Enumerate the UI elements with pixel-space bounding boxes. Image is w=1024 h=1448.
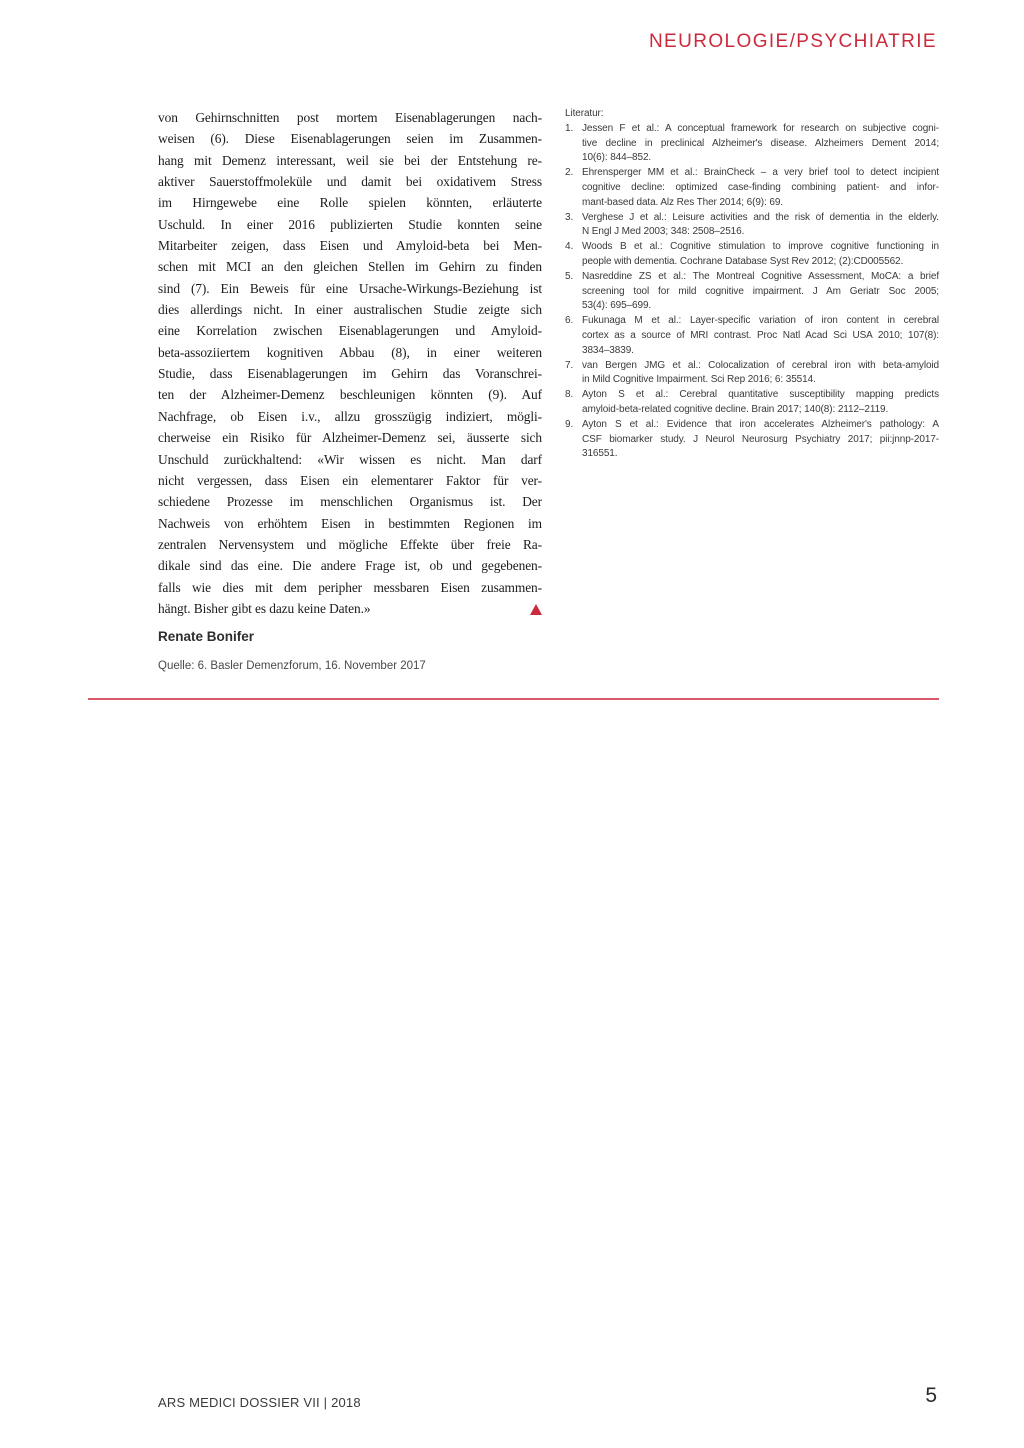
reference-line: in Mild Cognitive Impairment. Sci Rep 2016; 6: 35514. (582, 374, 816, 386)
reference-line: mant-based data. Alz Res Ther 2014; 6(9): 69. (582, 196, 783, 208)
reference-number: 1. (565, 122, 574, 134)
reference-number: 6. (565, 315, 574, 327)
author-name: Renate Bonifer (158, 629, 255, 645)
reference-item (565, 166, 939, 210)
body-line: Nachweis von erhöhtem Eisen in bestimmten Regionen im (158, 515, 542, 531)
reference-item (565, 211, 939, 241)
reference-line: 53(4): 695–699. (582, 300, 652, 312)
end-of-article-triangle-icon (530, 604, 542, 615)
body-line: zentralen Nervensystem und mögliche Effekte über freie Ra- (158, 536, 542, 552)
reference-line: Ehrensperger MM et al.: BrainCheck – a very brief tool to detect incipient (582, 167, 939, 179)
reference-line: cognitive decline: optimized case-finding combining patient- and infor- (582, 181, 939, 193)
body-line: Nachfrage, ob Eisen i.v., allzu grosszügig indiziert, mögli- (158, 408, 542, 424)
body-line: Unschuld zurückhaltend: «Wir wissen es nicht. Man darf (158, 451, 542, 467)
body-line: von Gehirnschnitten post mortem Eisenablagerungen nach- (158, 110, 542, 125)
body-line: Uschuld. In einer 2016 publizierten Studie konnten seine (158, 216, 542, 232)
reference-number: 9. (565, 418, 574, 430)
reference-line: people with dementia. Cochrane Database Syst Rev 2012; (2):CD005562. (582, 255, 904, 267)
reference-line: tive decline in preclinical Alzheimer's disease. Alzheimers Dement 2014; (582, 137, 939, 149)
article-last-line (158, 598, 542, 619)
reference-line: amyloid-beta-related cognitive decline. Brain 2017; 140(8): 2112–2119. (582, 403, 889, 415)
divider-rule (88, 698, 939, 700)
body-line: im Hirngewebe eine Rolle spielen könnten, erläuterte (158, 195, 542, 211)
reference-item (565, 122, 939, 166)
reference-number: 7. (565, 359, 574, 371)
body-line: ten der Alzheimer-Demenz beschleunigen könnten (9). Auf (158, 387, 542, 403)
body-line: schen mit MCI an den gleichen Stellen im Gehirn zu finden (158, 259, 542, 275)
reference-text (582, 418, 939, 462)
reference-line: Ayton S et al.: Cerebral quantitative susceptibility mapping predicts (582, 389, 939, 401)
reference-number: 2. (565, 167, 574, 179)
body-line: dies allerdings nicht. In einer australischen Studie zeigte sich (158, 302, 542, 318)
reference-text (582, 388, 939, 418)
body-line: aktiver Sauerstoffmoleküle und damit bei oxidativem Stress (158, 174, 542, 190)
body-line: Studie, dass Eisenablagerungen im Gehirn das Voranschrei- (158, 366, 542, 382)
reference-line: Woods B et al.: Cognitive stimulation to improve cognitive functioning in (582, 241, 939, 253)
reference-item (565, 270, 939, 314)
reference-line: screening tool for mild cognitive impairment. J Am Geriatr Soc 2005; (582, 285, 939, 297)
reference-text (582, 314, 939, 358)
reference-text (582, 270, 939, 314)
reference-line: Fukunaga M et al.: Layer-specific variation of iron content in cerebral (582, 315, 939, 327)
body-line: schiedene Prozesse im menschlichen Organismus ist. Der (158, 494, 542, 510)
reference-line: Nasreddine ZS et al.: The Montreal Cognitive Assessment, MoCA: a brief (582, 270, 939, 282)
reference-item (565, 388, 939, 418)
reference-text (582, 359, 939, 389)
reference-number: 8. (565, 389, 574, 401)
reference-text (582, 166, 939, 210)
references-heading: Literatur: (565, 108, 604, 119)
reference-item (565, 359, 939, 389)
reference-line: Verghese J et al.: Leisure activities and the risk of dementia in the elderly. (582, 211, 939, 223)
body-line: Mitarbeiter zeigen, dass Eisen und Amyloid-beta bei Men- (158, 238, 542, 254)
reference-list (565, 122, 939, 462)
body-line: sind (7). Ein Beweis für eine Ursache-Wirkungs-Beziehung ist (158, 280, 542, 296)
reference-line: van Bergen JMG et al.: Colocalization of cerebral iron with beta-amyloid (582, 359, 939, 371)
article-column (158, 107, 542, 673)
source-line: Quelle: 6. Basler Demenzforum, 16. November 2017 (158, 660, 426, 673)
body-line: falls wie dies mit dem peripher messbaren Eisen zusammen- (158, 579, 542, 595)
reference-line: 3834–3839. (582, 344, 634, 356)
reference-number: 3. (565, 211, 574, 223)
section-header: NEUROLOGIE/PSYCHIATRIE (648, 31, 937, 52)
reference-line: N Engl J Med 2003; 348: 2508–2516. (582, 226, 745, 238)
reference-line: CSF biomarker study. J Neurol Neurosurg Psychiatry 2017; pii:jnnp-2017- (582, 433, 939, 445)
reference-item (565, 240, 939, 270)
references-column (565, 107, 939, 462)
page-number: 5 (925, 1384, 937, 1407)
reference-number: 5. (565, 270, 574, 282)
article-body-lines (158, 107, 542, 598)
body-line: dikale sind das eine. Die andere Frage ist, ob und gegebenen- (158, 558, 542, 574)
body-line: hang mit Demenz interessant, weil sie bei der Entstehung re- (158, 152, 542, 168)
reference-line: Jessen F et al.: A conceptual framework for research on subjective cogni- (582, 122, 939, 134)
body-line: weisen (6). Diese Eisenablagerungen seien im Zusammen- (158, 131, 542, 147)
reference-line: 10(6): 844–852. (582, 152, 652, 164)
reference-number: 4. (565, 241, 574, 253)
reference-item (565, 314, 939, 358)
reference-text (582, 240, 939, 270)
journal-name: ARS MEDICI DOSSIER VII | 2018 (158, 1395, 361, 1410)
body-line: eine Korrelation zwischen Eisenablagerungen und Amyloid- (158, 323, 542, 339)
reference-text (582, 122, 939, 166)
reference-item (565, 418, 939, 462)
body-line: nicht vergessen, dass Eisen ein elementarer Faktor für ver- (158, 472, 542, 488)
body-line: beta-assoziiertem kognitiven Abbau (8), in einer weiteren (158, 344, 542, 360)
article-last-line-text: hängt. Bisher gibt es dazu keine Daten.» (158, 600, 371, 616)
reference-line: Ayton S et al.: Evidence that iron accelerates Alzheimer's pathology: A (582, 418, 939, 430)
body-line: cherweise ein Risiko für Alzheimer-Demenz sei, äusserte sich (158, 430, 542, 446)
reference-text (582, 211, 939, 241)
reference-line: 316551. (582, 448, 618, 460)
reference-line: cortex as a source of MRI contrast. Proc Natl Acad Sci USA 2010; 107(8): (582, 329, 939, 341)
